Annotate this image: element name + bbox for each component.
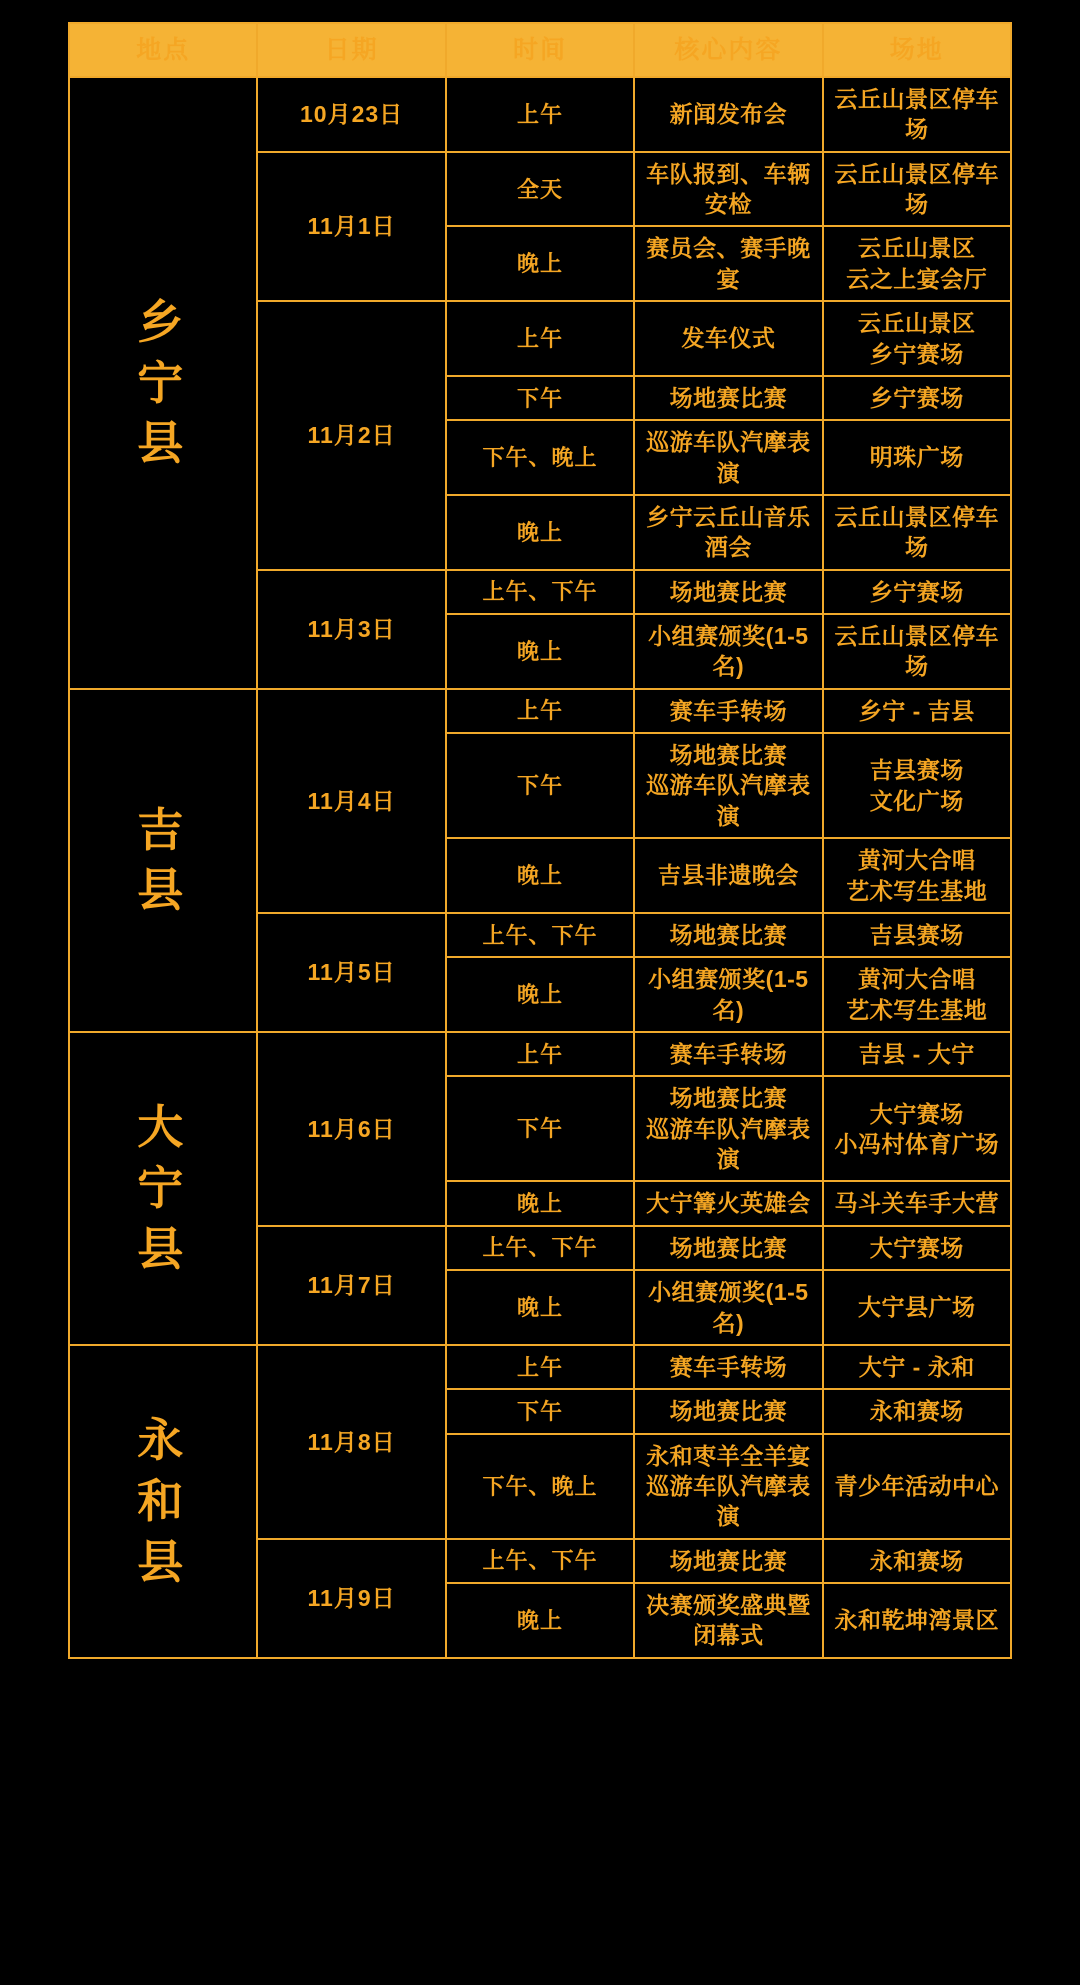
text-line: 云丘山景区 xyxy=(858,310,976,337)
text-line: 大宁赛场 xyxy=(869,1100,964,1127)
text-line: 新闻发布会 xyxy=(669,101,788,128)
venue-cell xyxy=(823,1181,1011,1225)
time-cell: 下午 xyxy=(446,1389,634,1433)
content-cell xyxy=(634,1583,822,1658)
region-label-line: 大 xyxy=(137,1101,190,1154)
text-line: 乡宁赛场 xyxy=(869,340,964,367)
text-line: 永和赛场 xyxy=(869,1398,964,1425)
content-cell xyxy=(634,1434,822,1539)
text-line: 云之上宴会厅 xyxy=(846,265,988,292)
time-cell: 下午 xyxy=(446,733,634,838)
content-cell xyxy=(634,1076,822,1181)
time-cell: 下午、晚上 xyxy=(446,420,634,495)
time-cell: 上午 xyxy=(446,77,634,152)
time-cell: 晚上 xyxy=(446,614,634,689)
region-label-line: 永 xyxy=(137,1414,190,1467)
venue-cell xyxy=(823,957,1011,1032)
text-line: 小组赛颁奖(1-5 名) xyxy=(648,966,809,1023)
column-header-content: 核心内容 xyxy=(634,23,822,77)
time-cell: 上午 xyxy=(446,689,634,733)
text-line: 赛车手转场 xyxy=(669,1040,788,1067)
date-cell: 11月9日 xyxy=(257,1539,445,1658)
table-header xyxy=(69,23,1011,77)
content-cell xyxy=(634,152,822,227)
venue-cell xyxy=(823,733,1011,838)
content-cell xyxy=(634,1389,822,1433)
venue-cell xyxy=(823,1539,1011,1583)
text-line: 永和赛场 xyxy=(869,1547,964,1574)
region-label-line: 乡 xyxy=(137,295,190,348)
text-line: 云丘山景区停车场 xyxy=(834,86,1000,143)
time-cell: 晚上 xyxy=(446,1270,634,1345)
venue-cell xyxy=(823,376,1011,420)
venue-cell xyxy=(823,1345,1011,1389)
content-cell xyxy=(634,733,822,838)
text-line: 大宁 - 永和 xyxy=(858,1353,975,1380)
venue-cell xyxy=(823,1389,1011,1433)
column-header-location: 地点 xyxy=(69,23,257,77)
time-cell: 上午 xyxy=(446,1032,634,1076)
time-cell: 上午 xyxy=(446,301,634,376)
venue-cell xyxy=(823,1583,1011,1658)
text-line: 吉县非遗晚会 xyxy=(657,862,799,889)
venue-cell xyxy=(823,301,1011,376)
content-cell xyxy=(634,1226,822,1270)
content-cell xyxy=(634,226,822,301)
content-cell xyxy=(634,614,822,689)
table-row xyxy=(69,1032,1011,1076)
region-label-line: 县 xyxy=(137,1222,190,1275)
content-cell xyxy=(634,1270,822,1345)
time-cell: 晚上 xyxy=(446,838,634,913)
text-line: 吉县赛场 xyxy=(869,757,964,784)
content-cell xyxy=(634,1345,822,1389)
region-cell xyxy=(69,1032,257,1345)
text-line: 黄河大合唱 xyxy=(858,847,976,874)
date-cell: 11月1日 xyxy=(257,152,445,301)
text-line: 大宁赛场 xyxy=(869,1234,964,1261)
text-line: 云丘山景区停车场 xyxy=(834,160,1000,218)
time-cell: 晚上 xyxy=(446,226,634,301)
text-line: 场地赛比赛 xyxy=(669,921,788,948)
text-line: 永和乾坤湾景区 xyxy=(834,1607,1000,1634)
text-line: 场地赛比赛 xyxy=(669,1234,788,1261)
text-line: 巡游车队汽摩表演 xyxy=(646,772,811,829)
column-header-time: 时间 xyxy=(446,23,634,77)
text-line: 场地赛比赛 xyxy=(669,384,788,411)
venue-cell xyxy=(823,1270,1011,1345)
table-row xyxy=(69,689,1011,733)
venue-cell xyxy=(823,77,1011,152)
time-cell: 晚上 xyxy=(446,957,634,1032)
time-cell: 全天 xyxy=(446,152,634,227)
content-cell xyxy=(634,301,822,376)
text-line: 乡宁 - 吉县 xyxy=(858,697,975,724)
time-cell: 晚上 xyxy=(446,1181,634,1225)
text-line: 云丘山景区停车场 xyxy=(834,503,1000,561)
text-line: 明珠广场 xyxy=(869,444,964,471)
text-line: 赛车手转场 xyxy=(669,697,788,724)
text-line: 场地赛比赛 xyxy=(669,742,788,769)
text-line: 吉县赛场 xyxy=(869,921,964,948)
text-line: 永和枣羊全羊宴 xyxy=(646,1442,811,1469)
text-line: 乡宁赛场 xyxy=(869,578,964,605)
text-line: 小组赛颁奖(1-5 名) xyxy=(648,1279,809,1336)
text-line: 乡宁云丘山音乐酒会 xyxy=(646,503,811,561)
time-cell: 晚上 xyxy=(446,1583,634,1658)
date-cell: 11月6日 xyxy=(257,1032,445,1226)
text-line: 发车仪式 xyxy=(681,325,776,352)
content-cell xyxy=(634,495,822,570)
text-line: 小组赛颁奖(1-5 名) xyxy=(648,623,809,680)
venue-cell xyxy=(823,226,1011,301)
date-cell: 10月23日 xyxy=(257,77,445,152)
text-line: 云丘山景区 xyxy=(858,235,976,262)
time-cell: 上午、下午 xyxy=(446,1539,634,1583)
text-line: 场地赛比赛 xyxy=(669,1085,788,1112)
region-label-line: 县 xyxy=(137,417,190,470)
region-cell xyxy=(69,1345,257,1658)
time-cell: 上午、下午 xyxy=(446,913,634,957)
text-line: 场地赛比赛 xyxy=(669,1398,788,1425)
venue-cell xyxy=(823,570,1011,614)
region-label-line: 宁 xyxy=(137,1162,190,1215)
venue-cell xyxy=(823,1434,1011,1539)
region-label-line: 宁 xyxy=(137,356,190,409)
content-cell xyxy=(634,913,822,957)
column-header-venue: 场地 xyxy=(823,23,1011,77)
region-label-line: 和 xyxy=(137,1474,190,1527)
text-line: 云丘山景区停车场 xyxy=(834,623,1000,680)
content-cell xyxy=(634,570,822,614)
text-line: 大宁篝火英雄会 xyxy=(646,1190,811,1217)
table-row xyxy=(69,77,1011,152)
region-label-line: 吉 xyxy=(137,803,190,856)
venue-cell xyxy=(823,152,1011,227)
date-cell: 11月2日 xyxy=(257,301,445,570)
venue-cell xyxy=(823,614,1011,689)
table-header-row xyxy=(69,23,1011,77)
time-cell: 晚上 xyxy=(446,495,634,570)
text-line: 车队报到、车辆安检 xyxy=(646,160,811,218)
text-line: 决赛颁奖盛典暨闭幕式 xyxy=(646,1592,811,1649)
text-line: 艺术写生基地 xyxy=(846,996,988,1023)
text-line: 黄河大合唱 xyxy=(858,966,976,993)
text-line: 文化广场 xyxy=(869,787,964,814)
content-cell xyxy=(634,1539,822,1583)
venue-cell xyxy=(823,913,1011,957)
date-cell: 11月5日 xyxy=(257,913,445,1032)
text-line: 乡宁赛场 xyxy=(869,384,964,411)
time-cell: 下午 xyxy=(446,1076,634,1181)
content-cell xyxy=(634,838,822,913)
text-line: 巡游车队汽摩表演 xyxy=(646,429,811,486)
venue-cell xyxy=(823,420,1011,495)
content-cell xyxy=(634,689,822,733)
content-cell xyxy=(634,376,822,420)
text-line: 艺术写生基地 xyxy=(846,877,988,904)
date-cell: 11月3日 xyxy=(257,570,445,689)
time-cell: 下午 xyxy=(446,376,634,420)
venue-cell xyxy=(823,1032,1011,1076)
venue-cell xyxy=(823,838,1011,913)
venue-cell xyxy=(823,1226,1011,1270)
region-label-line: 县 xyxy=(137,1535,190,1588)
region-cell xyxy=(69,689,257,1032)
content-cell xyxy=(634,1181,822,1225)
column-header-date: 日期 xyxy=(257,23,445,77)
text-line: 场地赛比赛 xyxy=(669,1547,788,1574)
time-cell: 上午、下午 xyxy=(446,570,634,614)
region-label-line: 县 xyxy=(137,864,190,917)
region-cell xyxy=(69,77,257,689)
date-cell: 11月7日 xyxy=(257,1226,445,1345)
date-cell: 11月4日 xyxy=(257,689,445,913)
venue-cell xyxy=(823,689,1011,733)
text-line: 小冯村体育广场 xyxy=(834,1130,1000,1157)
text-line: 场地赛比赛 xyxy=(669,578,788,605)
time-cell: 上午 xyxy=(446,1345,634,1389)
text-line: 青少年活动中心 xyxy=(834,1472,1000,1499)
content-cell xyxy=(634,77,822,152)
text-line: 巡游车队汽摩表演 xyxy=(646,1115,811,1173)
text-line: 马斗关车手大营 xyxy=(834,1190,1000,1217)
text-line: 大宁县广场 xyxy=(858,1294,976,1321)
table-row xyxy=(69,1345,1011,1389)
venue-cell xyxy=(823,1076,1011,1181)
content-cell xyxy=(634,1032,822,1076)
text-line: 巡游车队汽摩表演 xyxy=(646,1472,811,1530)
content-cell xyxy=(634,957,822,1032)
content-cell xyxy=(634,420,822,495)
time-cell: 下午、晚上 xyxy=(446,1434,634,1539)
venue-cell xyxy=(823,495,1011,570)
text-line: 赛员会、赛手晚宴 xyxy=(646,235,811,292)
date-cell: 11月8日 xyxy=(257,1345,445,1539)
table-body xyxy=(69,77,1011,1658)
text-line: 吉县 - 大宁 xyxy=(858,1040,975,1067)
schedule-table xyxy=(68,22,1012,1659)
time-cell: 上午、下午 xyxy=(446,1226,634,1270)
text-line: 赛车手转场 xyxy=(669,1353,788,1380)
